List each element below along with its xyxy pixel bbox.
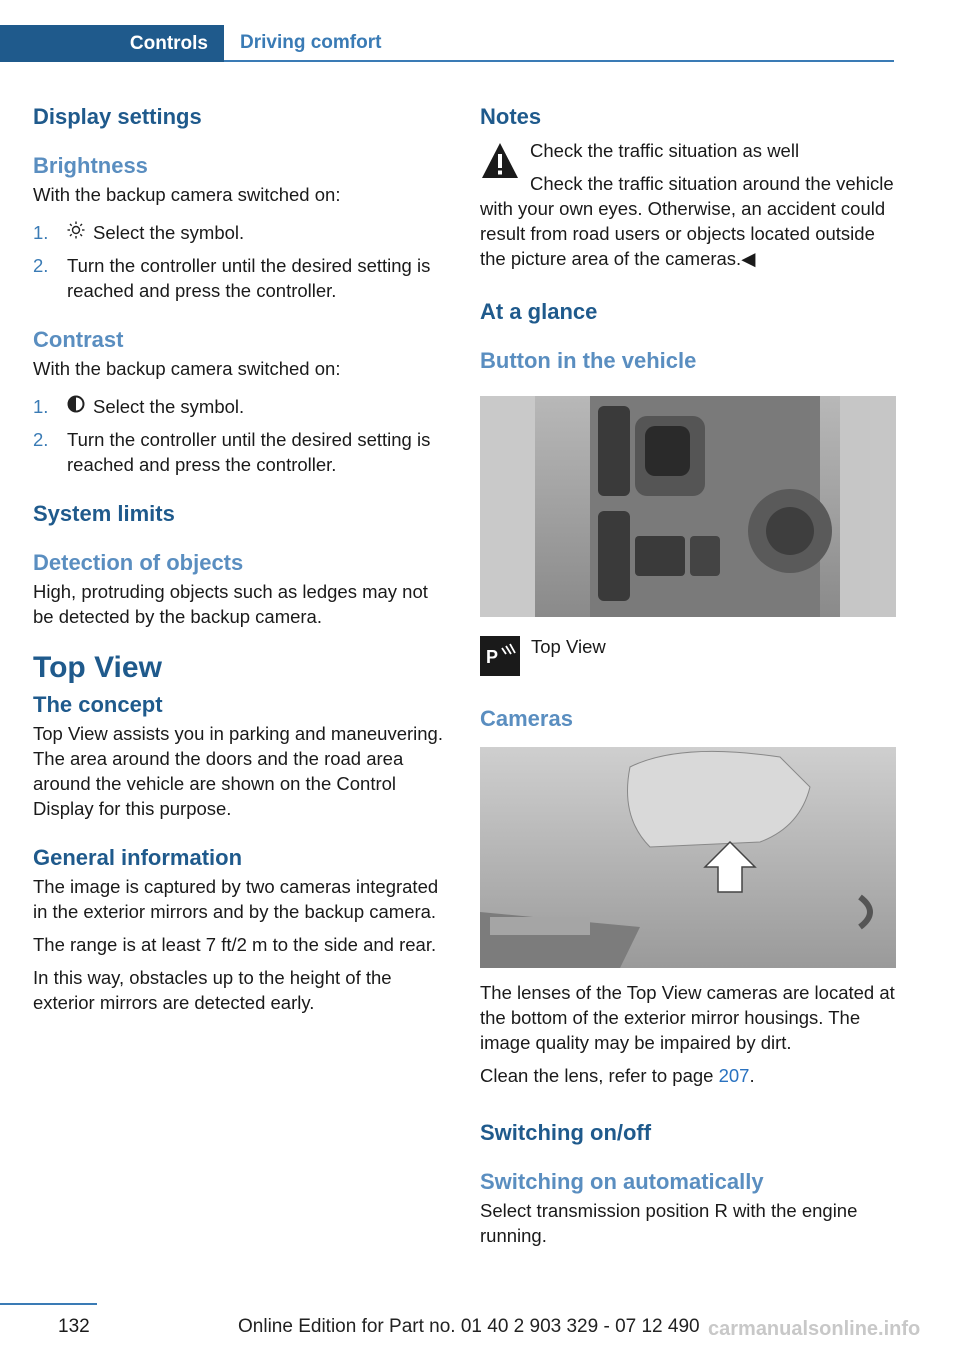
lenses-text: The lenses of the Top View cameras are located at the bottom of the exterior mirror housings. The image quality may be impaired by dirt.: [480, 982, 895, 1053]
heading-top-view: Top View: [33, 651, 162, 684]
heading-notes: Notes: [480, 104, 542, 129]
obstacles-text: In this way, obstacles up to the height of the exterior mirrors are detected early.: [33, 967, 392, 1013]
left-column: [33, 104, 449, 1015]
clean-paragraph: [480, 1063, 896, 1088]
heading-concept: The concept: [33, 692, 163, 717]
watermark: carmanualsonline.info: [708, 1318, 921, 1340]
warning-text: Check the traffic situation around the vehicle with your own eyes. Otherwise, an accident could result from road users or objects located outside the picture area of the cameras.◀: [480, 173, 894, 269]
step-number: 1.: [33, 222, 49, 243]
cameras-section: [480, 706, 896, 731]
heading-general-information: General information: [33, 845, 243, 870]
range-text: The range is at least 7 ft/2 m to the side and rear.: [33, 934, 437, 955]
brightness-icon: [67, 220, 93, 245]
heading-system-limits: System limits: [33, 501, 175, 526]
heading-at-a-glance: At a glance: [480, 299, 598, 324]
concept-text: Top View assists you in parking and maneuvering. The area around the doors and the road area around the vehicle are shown on the Control Display for this purpose.: [33, 723, 443, 819]
heading-button-vehicle: Button in the vehicle: [480, 348, 697, 373]
general-text: The image is captured by two cameras integrated in the exterior mirrors and by the backup camera.: [33, 876, 439, 922]
right-column: [480, 104, 896, 373]
heading-contrast: Contrast: [33, 327, 124, 352]
footer-rule: [0, 1303, 97, 1305]
contrast-step-1: [33, 394, 449, 419]
brightness-step-2: [33, 253, 449, 303]
clean-text: Clean the lens, refer to page: [480, 1065, 719, 1086]
step-number: 2.: [33, 429, 49, 450]
step-text: Turn the controller until the desired setting is reached and press the controller.: [67, 429, 431, 475]
svg-text:P: P: [486, 647, 499, 667]
contrast-icon: [67, 394, 93, 419]
top-view-icon: [480, 636, 520, 681]
right-lower: [480, 980, 896, 1248]
header-tab-driving-comfort: Driving comfort: [224, 25, 894, 62]
brightness-intro: With the backup camera switched on:: [33, 184, 341, 205]
step-text: Select the symbol.: [93, 222, 245, 243]
contrast-step-2: [33, 427, 449, 477]
brightness-step-1: [33, 220, 449, 245]
warning-title: Check the traffic situation as well: [530, 140, 800, 161]
heading-detection: Detection of objects: [33, 550, 244, 575]
edition-text: Online Edition for Part no. 01 40 2 903 329 - 07 12 490: [238, 1316, 700, 1337]
page-link-207[interactable]: 207: [718, 1065, 750, 1086]
detection-text: High, protruding objects such as ledges may not be detected by the backup camera.: [33, 581, 428, 627]
heading-switching-auto: Switching on automatically: [480, 1169, 764, 1194]
clean-end: .: [749, 1065, 755, 1086]
warning-triangle-icon: [480, 140, 520, 188]
heading-cameras: Cameras: [480, 706, 573, 731]
page-number: 132: [58, 1316, 90, 1337]
heading-brightness: Brightness: [33, 153, 148, 178]
contrast-intro: With the backup camera switched on:: [33, 358, 341, 379]
mirror-photo: [480, 747, 896, 968]
console-photo: [480, 396, 896, 617]
top-view-label: Top View: [531, 636, 606, 657]
step-number: 2.: [33, 255, 49, 276]
warning-block: [480, 138, 896, 271]
heading-switching: Switching on/off: [480, 1120, 652, 1145]
switching-auto-text: Select transmission position R with the engine running.: [480, 1200, 858, 1246]
header-tab-controls: Controls: [0, 25, 224, 62]
step-text: Turn the controller until the desired setting is reached and press the controller.: [67, 255, 431, 301]
step-text: Select the symbol.: [93, 396, 245, 417]
step-number: 1.: [33, 396, 49, 417]
heading-display-settings: Display settings: [33, 104, 202, 129]
